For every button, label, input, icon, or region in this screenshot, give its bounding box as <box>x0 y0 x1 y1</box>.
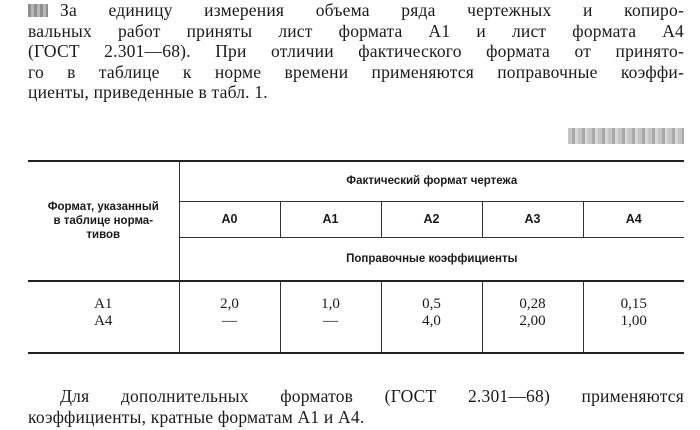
value-cell-a0 <box>179 281 280 353</box>
column-a1: А1 <box>280 201 381 237</box>
intro-line-4: го в таблице к норме времени применяются поправочные коэффи- <box>28 61 684 82</box>
value-a1-a1: 1,0 <box>321 296 340 312</box>
format-label-a4: А4 <box>94 313 113 329</box>
row-header-line-1: Формат, указанный <box>47 201 159 213</box>
value-a4-a3: 2,00 <box>519 313 546 329</box>
format-labels-cell <box>28 281 179 353</box>
value-a1-a4: 0,15 <box>620 296 647 312</box>
value-a1-a0: 2,0 <box>220 296 239 312</box>
intro-paragraph <box>28 0 684 103</box>
column-a0: А0 <box>179 201 280 237</box>
column-a3: А3 <box>482 201 583 237</box>
intro-line-5: циенты, приведенные в табл. 1. <box>28 82 268 102</box>
column-a2: А2 <box>381 201 482 237</box>
footer-line-1: Для дополнительных форматов (ГОСТ 2.301—68) применяются <box>60 386 684 406</box>
footer-paragraph <box>28 386 684 427</box>
format-label-a1: А1 <box>94 296 113 312</box>
blurred-table-caption <box>568 128 684 144</box>
intro-line-1: За единицу измерения объема ряда чертежных и копиро- <box>60 0 684 20</box>
redacted-marker <box>28 4 48 17</box>
value-cell-a3 <box>482 281 583 353</box>
coefficients-header: Поправочные коэффициенты <box>179 237 684 281</box>
value-a1-a2: 0,5 <box>422 296 441 312</box>
coefficients-table <box>28 160 684 354</box>
intro-line-3: (ГОСТ 2.301—68). При отличии фактического формата от принято- <box>28 41 684 61</box>
footer-line-2: коэффициенты, кратные форматам А1 и А4. <box>28 406 365 427</box>
column-a4: А4 <box>583 201 684 237</box>
intro-line-2: вальных работ приняты лист формата А1 и лист формата А4 <box>28 20 684 41</box>
actual-format-header: Фактический формат чертежа <box>179 161 684 201</box>
value-a4-a4: 1,00 <box>620 313 647 329</box>
value-a4-a1: — <box>323 313 338 329</box>
value-cell-a2 <box>381 281 482 353</box>
row-header-line-2: в таблице норма- <box>53 215 154 227</box>
value-a1-a3: 0,28 <box>519 296 546 312</box>
value-a4-a2: 4,0 <box>422 313 441 329</box>
value-cell-a4 <box>583 281 684 353</box>
row-header-line-3: тивов <box>86 229 121 241</box>
value-a4-a0: — <box>222 313 237 329</box>
value-cell-a1 <box>280 281 381 353</box>
row-header-cell <box>28 161 179 281</box>
